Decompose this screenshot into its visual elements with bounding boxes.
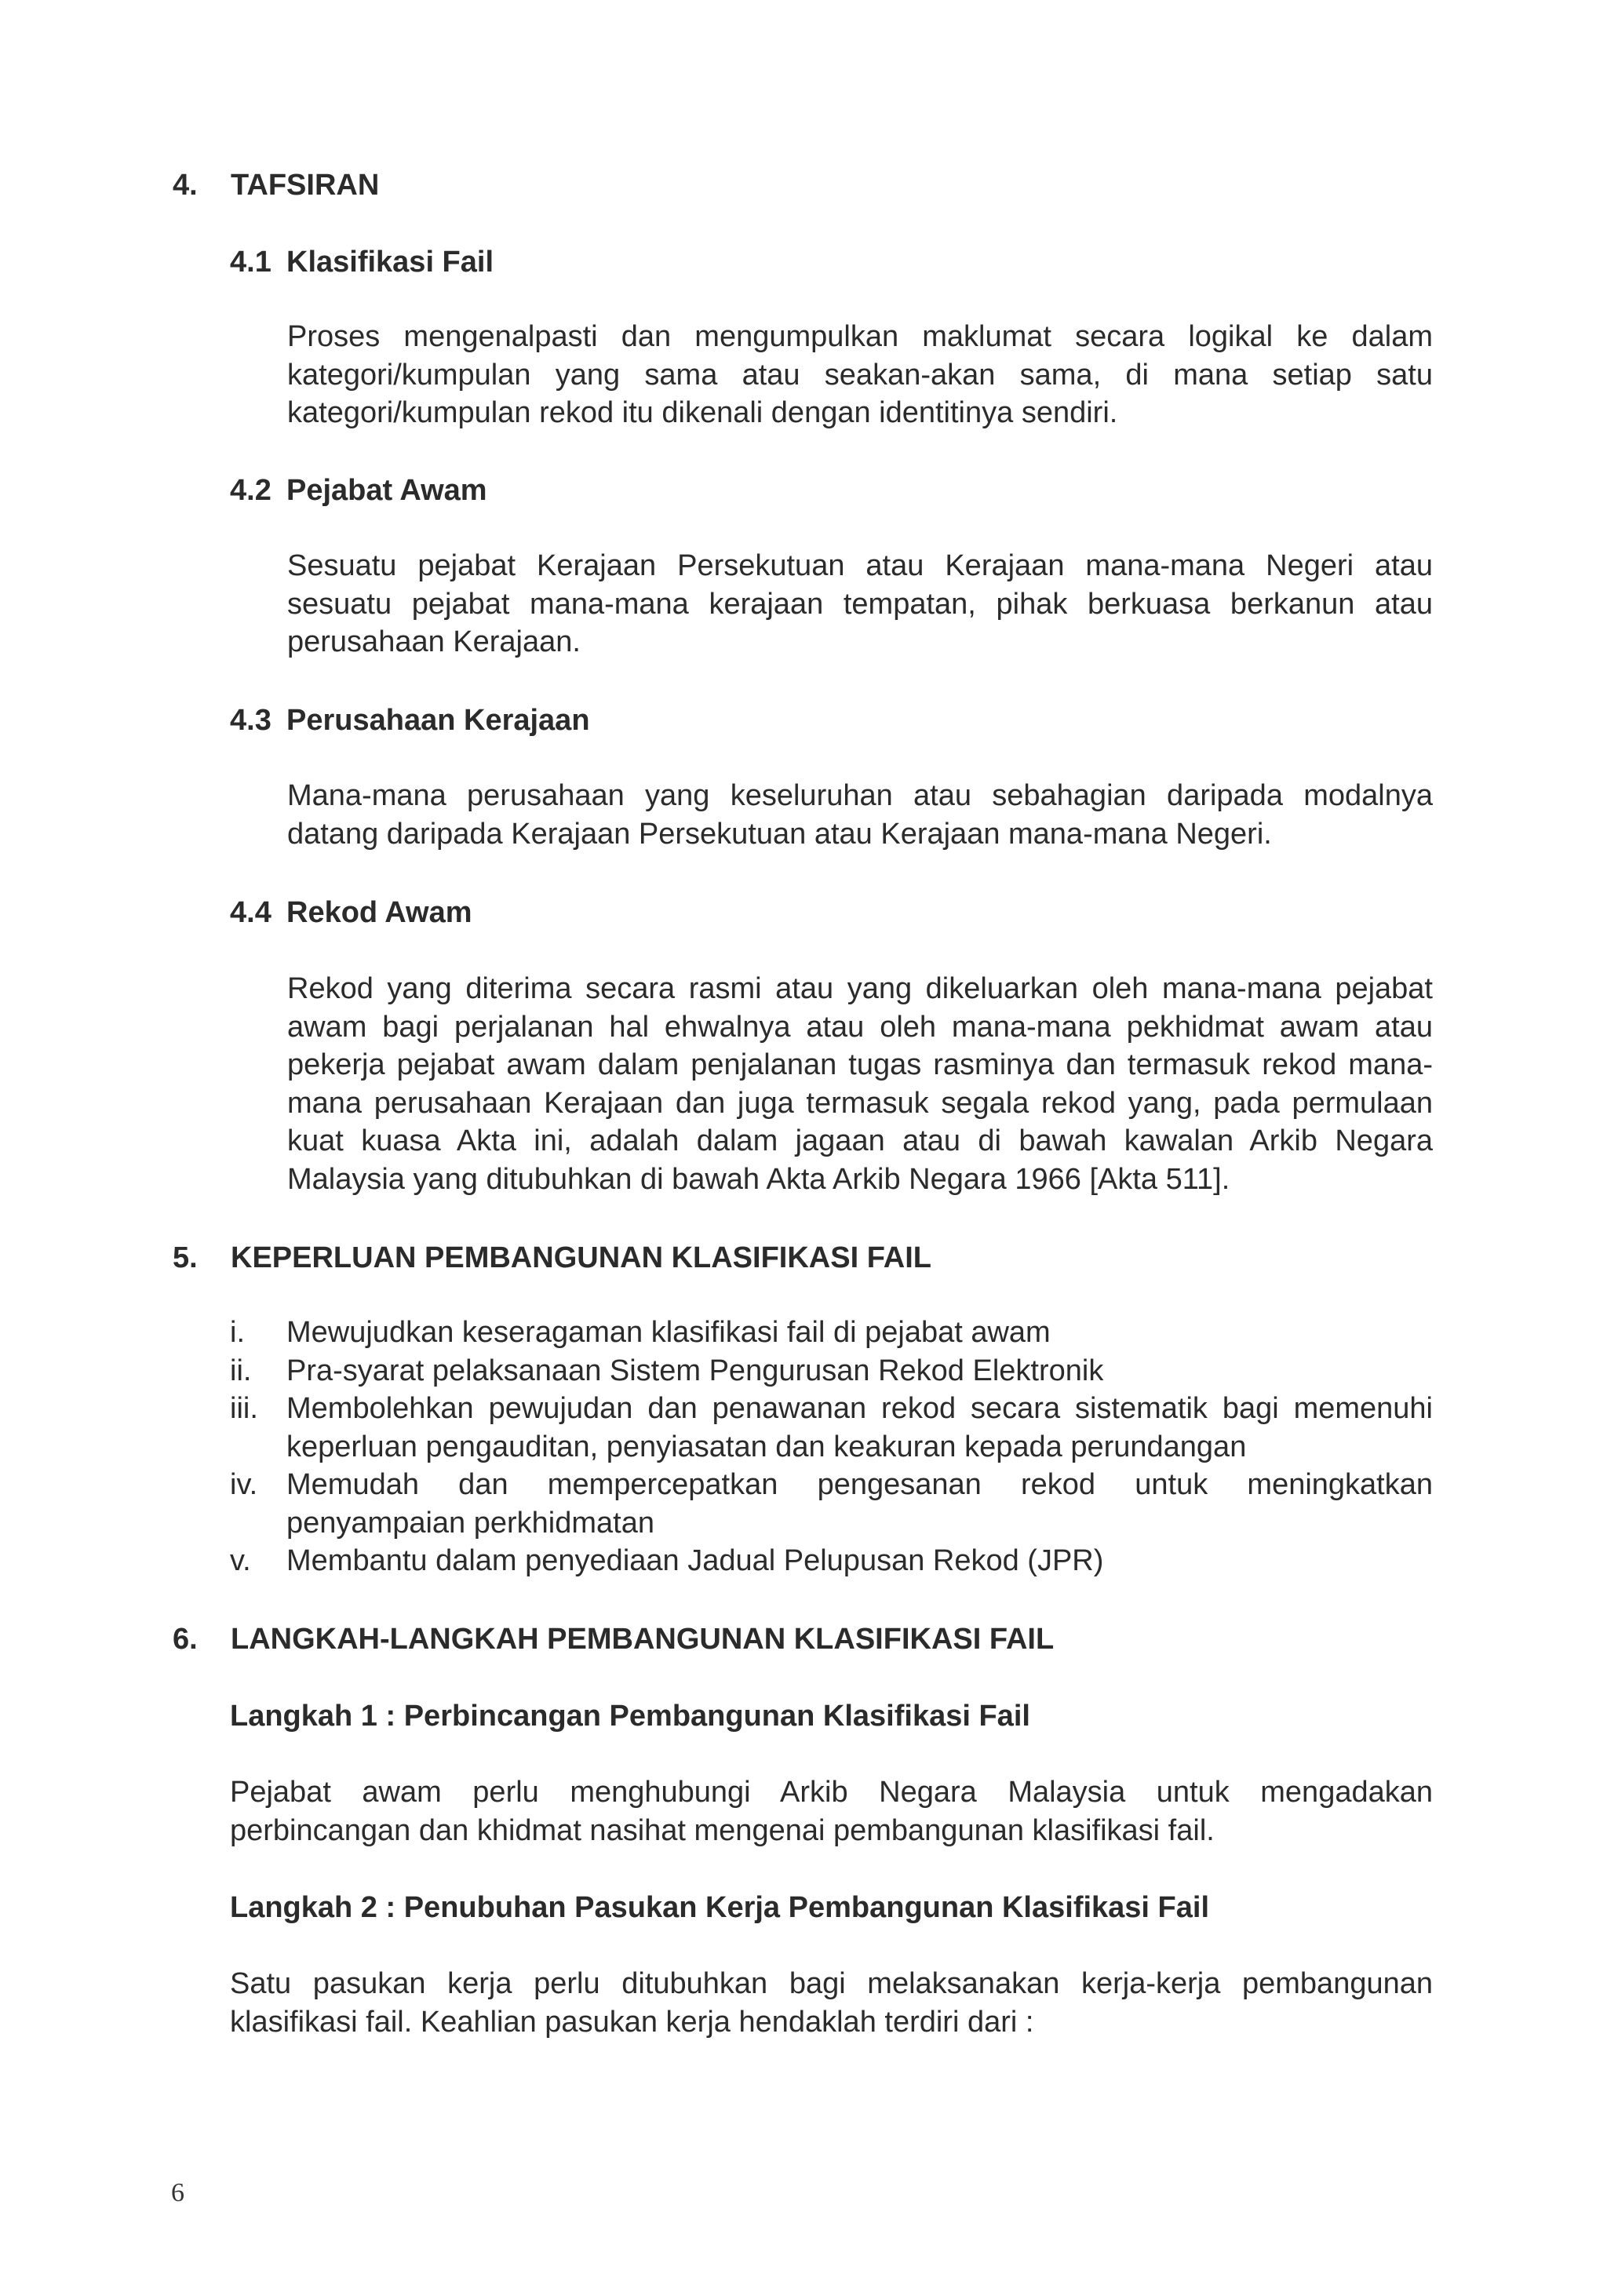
list-item [230, 1542, 1433, 1580]
list-item [230, 1352, 1433, 1390]
requirements-list [230, 1314, 1433, 1580]
list-item [230, 1314, 1433, 1352]
list-item-text: Mewujudkan keseragaman klasifikasi fail di pejabat awam [286, 1316, 1051, 1349]
section-number: 6. [173, 1623, 198, 1656]
subsection-heading [230, 243, 1407, 281]
list-item-number: v. [230, 1544, 251, 1577]
section-title: TAFSIRAN [231, 169, 380, 202]
definition-paragraph: Mana-mana perusahaan yang keseluruhan atau sebahagian daripada modalnya datang daripada Kerajaan Persekutuan atau Kerajaan mana-mana Negeri. [287, 779, 1433, 851]
subsection-title: Perusahaan Kerajaan [286, 704, 590, 737]
list-item-text: Pra-syarat pelaksanaan Sistem Pengurusan Rekod Elektronik [286, 1354, 1104, 1387]
list-item-number: ii. [230, 1354, 252, 1387]
subsection-title: Klasifikasi Fail [286, 246, 494, 279]
list-item [230, 1466, 1433, 1542]
step-paragraph: Satu pasukan kerja perlu ditubuhkan bagi melaksanakan kerja-kerja pembangunan klasifikasi fail. Keahlian pasukan kerja hendaklah terdiri dari : [230, 1967, 1433, 2039]
list-item-text: Membantu dalam penyediaan Jadual Pelupusan Rekod (JPR) [286, 1544, 1104, 1577]
definition-paragraph: Proses mengenalpasti dan mengumpulkan maklumat secara logikal ke dalam kategori/kumpulan yang sama atau seakan-akan sama, di mana setiap satu kategori/kumpulan rekod itu dikenali dengan identitinya sendiri. [287, 320, 1433, 429]
subsection-number: 4.2 [230, 474, 271, 507]
list-item-number: iii. [230, 1392, 258, 1425]
subsection-title: Rekod Awam [286, 896, 472, 929]
list-item-number: i. [230, 1316, 245, 1349]
subsection-number: 4.3 [230, 704, 271, 737]
section-title: LANGKAH-LANGKAH PEMBANGUNAN KLASIFIKASI FAIL [231, 1623, 1055, 1656]
step-paragraph: Pejabat awam perlu menghubungi Arkib Negara Malaysia untuk mengadakan perbincangan dan khidmat nasihat mengenai pembangunan klasifikasi fail. [230, 1776, 1433, 1847]
section-title: KEPERLUAN PEMBANGUNAN KLASIFIKASI FAIL [231, 1241, 932, 1274]
definition-paragraph: Sesuatu pejabat Kerajaan Persekutuan atau Kerajaan mana-mana Negeri atau sesuatu pejabat mana-mana kerajaan tempatan, pihak berkuasa berkanun atau perusahaan Kerajaan. [287, 549, 1433, 658]
subsection-heading [230, 472, 1407, 509]
step-heading: Langkah 1 : Perbincangan Pembangunan Klasifikasi Fail [230, 1700, 1030, 1733]
subsection-number: 4.4 [230, 896, 271, 929]
section-number: 4. [173, 169, 198, 202]
list-item [230, 1390, 1433, 1466]
section-heading [173, 1620, 1428, 1658]
section-heading [173, 1239, 1428, 1277]
section-heading [173, 166, 1428, 204]
page-number: 6 [171, 2178, 184, 2207]
list-item-text: Memudah dan mempercepatkan pengesanan rekod untuk meningkatkan penyampaian perkhidmatan [286, 1468, 1433, 1540]
definition-paragraph: Rekod yang diterima secara rasmi atau yang dikeluarkan oleh mana-mana pejabat awam bagi perjalanan hal ehwalnya atau oleh mana-mana pekhidmat awam atau pekerja pejabat awam dalam penjalanan tugas rasminya dan termasuk rekod mana-mana perusahaan Kerajaan dan juga termasuk segala rekod yang, pada permulaan kuat kuasa Akta ini, adalah dalam jagaan atau di bawah kawalan Arkib Negara Malaysia yang ditubuhkan di bawah Akta Arkib Negara 1966 [Akta 511]. [287, 972, 1433, 1196]
section-number: 5. [173, 1241, 198, 1274]
subsection-title: Pejabat Awam [286, 474, 487, 507]
list-item-number: iv. [230, 1468, 258, 1501]
subsection-number: 4.1 [230, 246, 271, 279]
subsection-heading [230, 894, 1407, 931]
subsection-heading [230, 702, 1407, 739]
step-heading: Langkah 2 : Penubuhan Pasukan Kerja Pembangunan Klasifikasi Fail [230, 1891, 1210, 1924]
list-item-text: Membolehkan pewujudan dan penawanan rekod secara sistematik bagi memenuhi keperluan pengauditan, penyiasatan dan keakuran kepada perundangan [286, 1392, 1433, 1463]
